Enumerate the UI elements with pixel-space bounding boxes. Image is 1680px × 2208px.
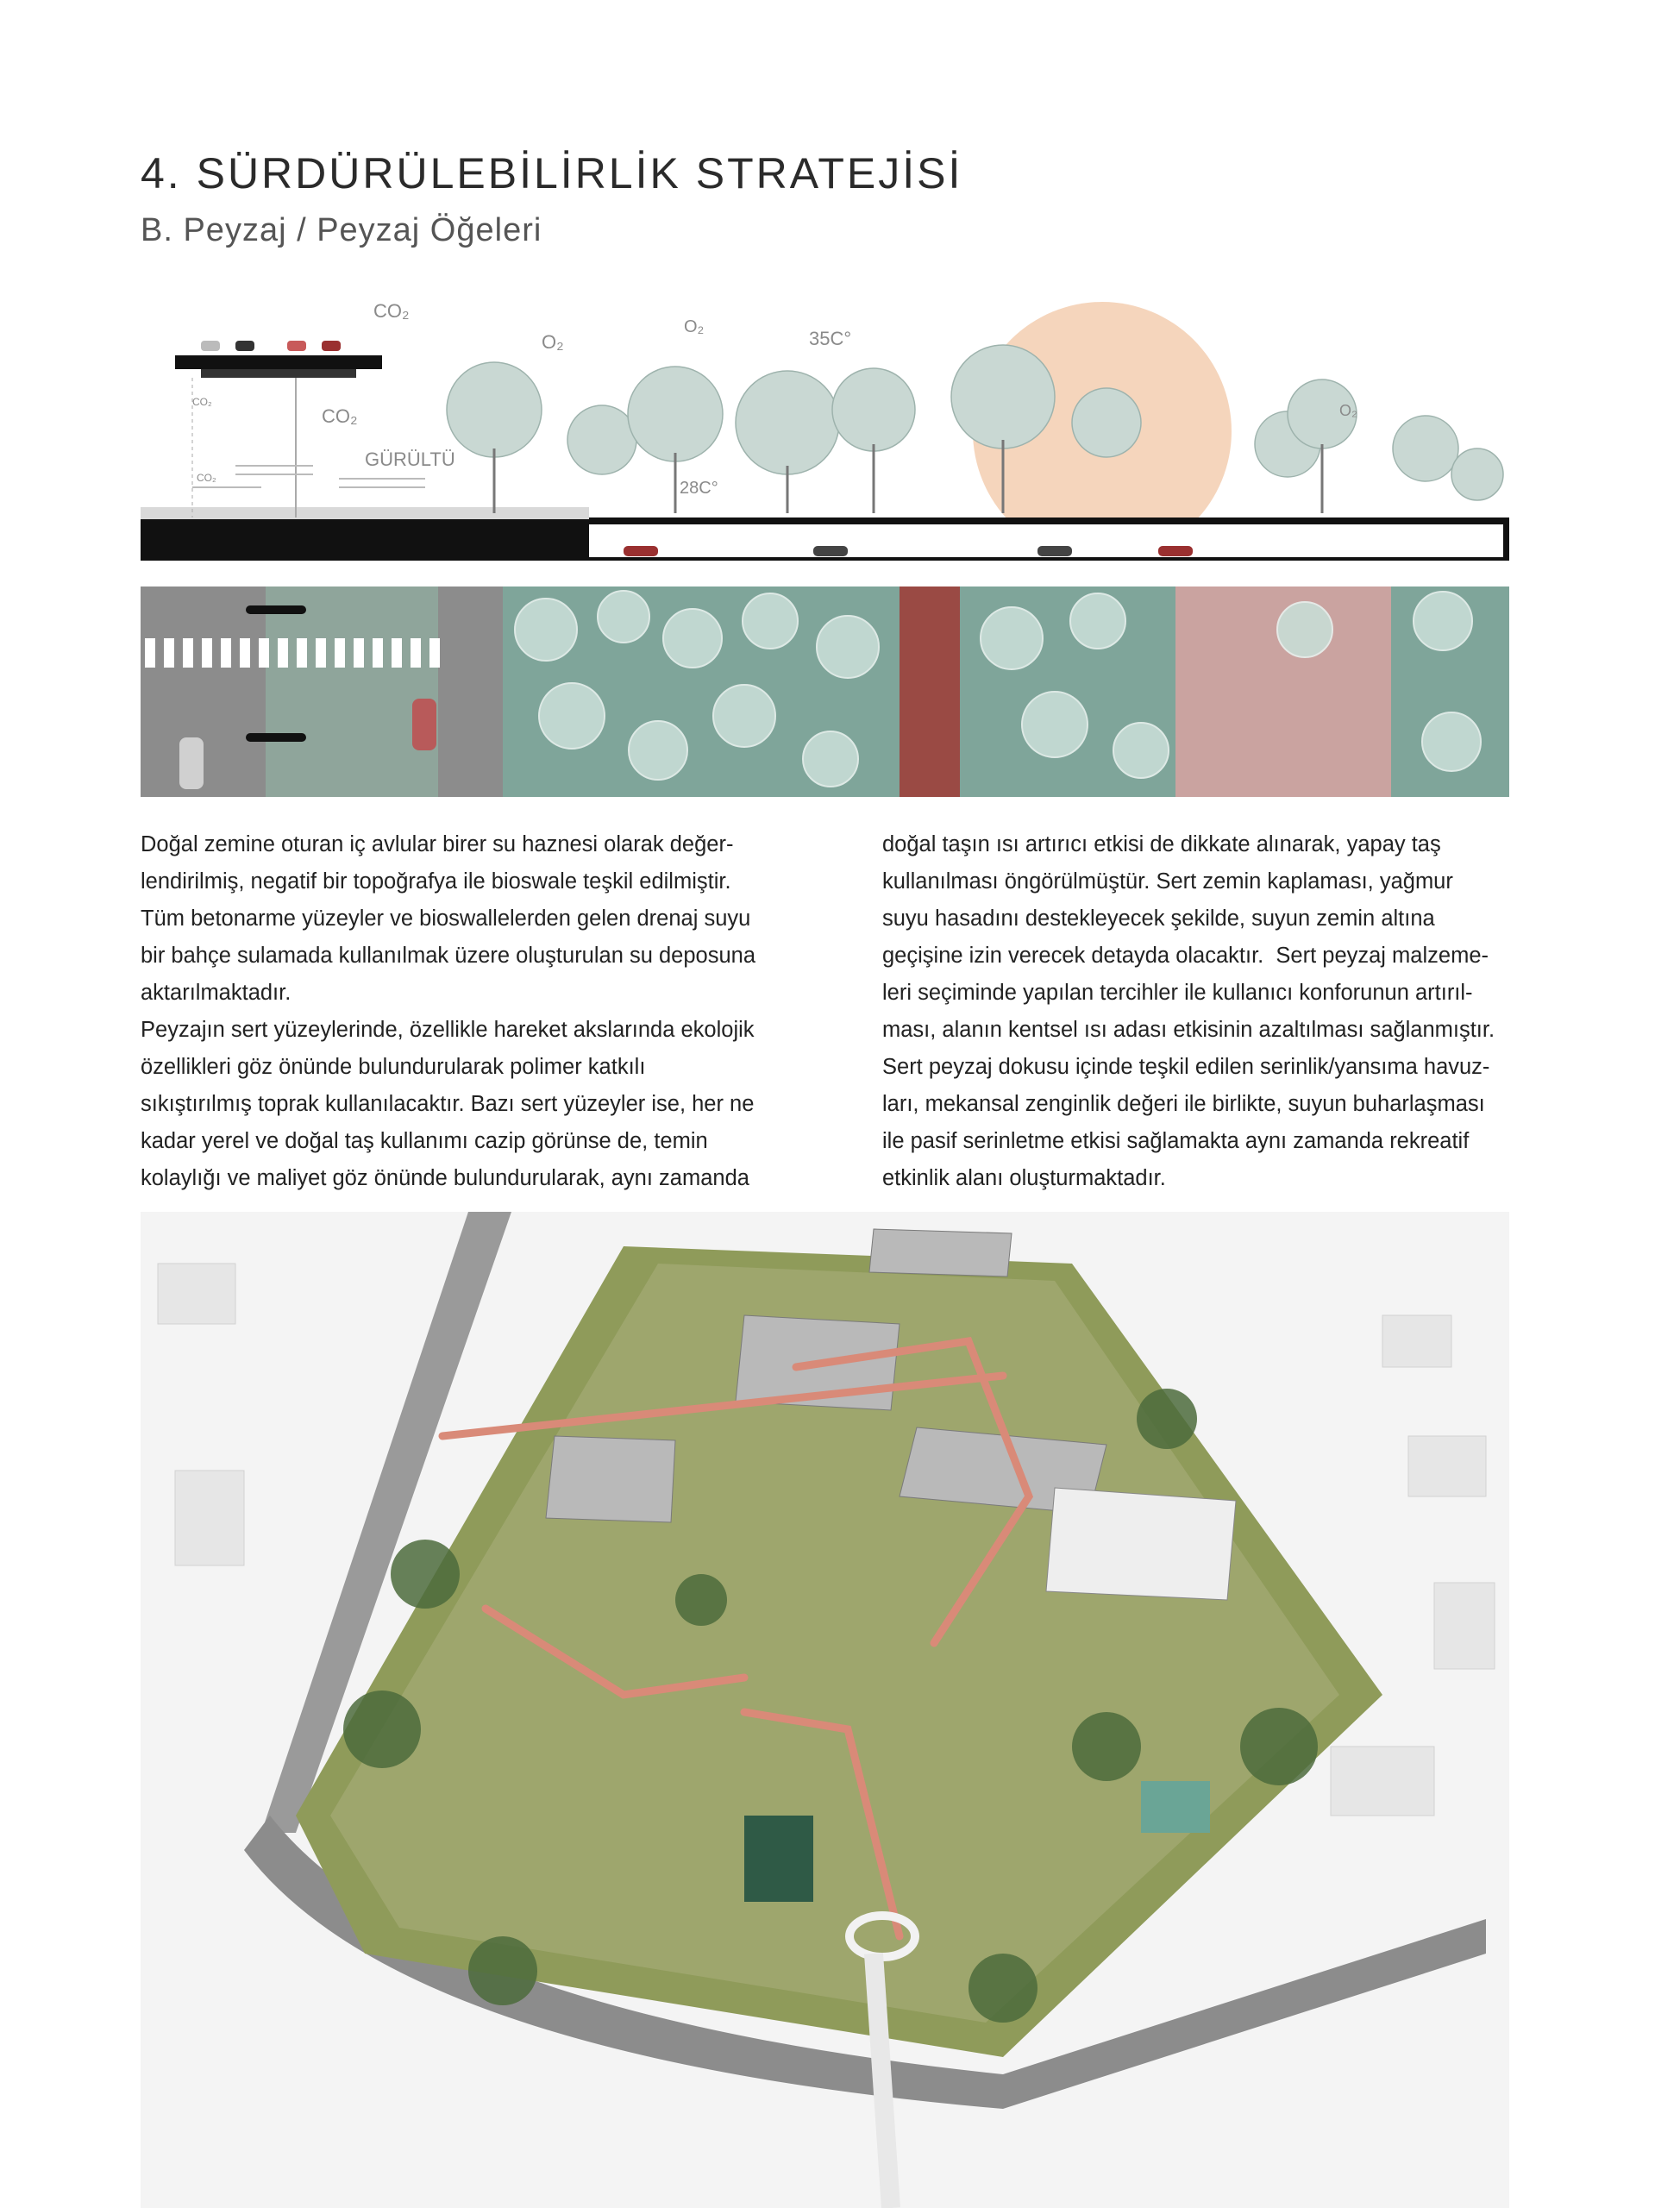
co2-label-top: CO₂ (373, 302, 410, 322)
temperature-cool-label: 28C° (680, 479, 718, 498)
page-subtitle: B. Peyzaj / Peyzaj Öğeleri (141, 212, 542, 248)
sports-court (1141, 1781, 1210, 1833)
bike-lane (900, 586, 960, 797)
elevated-highway (175, 355, 382, 369)
body-text-left-column: Doğal zemine oturan iç avlular birer su haznesi olarak değer- lendirilmiş, negatif bir topoğrafya ile bioswale teşkil edilmiştir. Tüm betonarme yüzeyler ve bioswallelerden gelen drenaj suyu bir bahçe sulamada kullanılmak üzere oluşturulan su deposuna aktarılmaktadır. Peyzajın sert yüzeylerinde, özellikle hareket akslarında ekolojik özellikleri göz önünde bulundurularak polimer katkılı sıkıştırılmış toprak kullanılacaktır. Bazı sert yüzeyler ise, her ne kadar yerel ve doğal taş kullanımı cazip görünse de, temin kolaylığı ve maliyet göz önünde bulundurularak, aynı zamanda (141, 832, 756, 1190)
aerial-site-rendering (141, 1212, 1509, 2208)
co2-label-mid: CO₂ (322, 405, 358, 427)
body-text-right-column: doğal taşın ısı artırıcı etkisi de dikkate alınarak, yapay taş kullanılması öngörülmüştür. Sert zemin kaplaması, yağmur suyu hasadını destekleyecek şekilde, suyun zemin altına geçişine izin verecek detayda olacaktır. Sert peyzaj malzeme- leri seçiminde yapılan tercihler ile kullanıcı konforunun artırıl- ması, alanın kentsel ısı adası etkisinin azaltılması sağlanmıştır. Sert peyzaj dokusu içinde teşkil edilen serinlik/yansıma havuz- ları, mekansal zenginlik değeri ile birlikte, suyun buharlaşması ile pasif serinletme etkisi sağlamakta aynı zamanda rekreatif etkinlik alanı oluşturmaktadır. (882, 832, 1495, 1190)
o2-label-left: O₂ (542, 331, 564, 353)
co2-label-left: CO₂ (192, 396, 212, 408)
reflecting-pool (744, 1816, 813, 1902)
co2-label-low: CO₂ (197, 472, 216, 484)
o2-label-right: O₂ (1339, 402, 1357, 419)
office-tower (1046, 1488, 1236, 1600)
landscape-plan-strip (141, 586, 1509, 797)
temperature-hot-label: 35C° (809, 328, 852, 349)
o2-label-center: O₂ (684, 317, 705, 336)
tree-row (447, 345, 1503, 500)
landscape-section-drawing (141, 302, 1509, 561)
noise-label: GÜRÜLTÜ (365, 448, 455, 470)
page-title: 4. SÜRDÜRÜLEBİLİRLİK STRATEJİSİ (141, 149, 963, 198)
